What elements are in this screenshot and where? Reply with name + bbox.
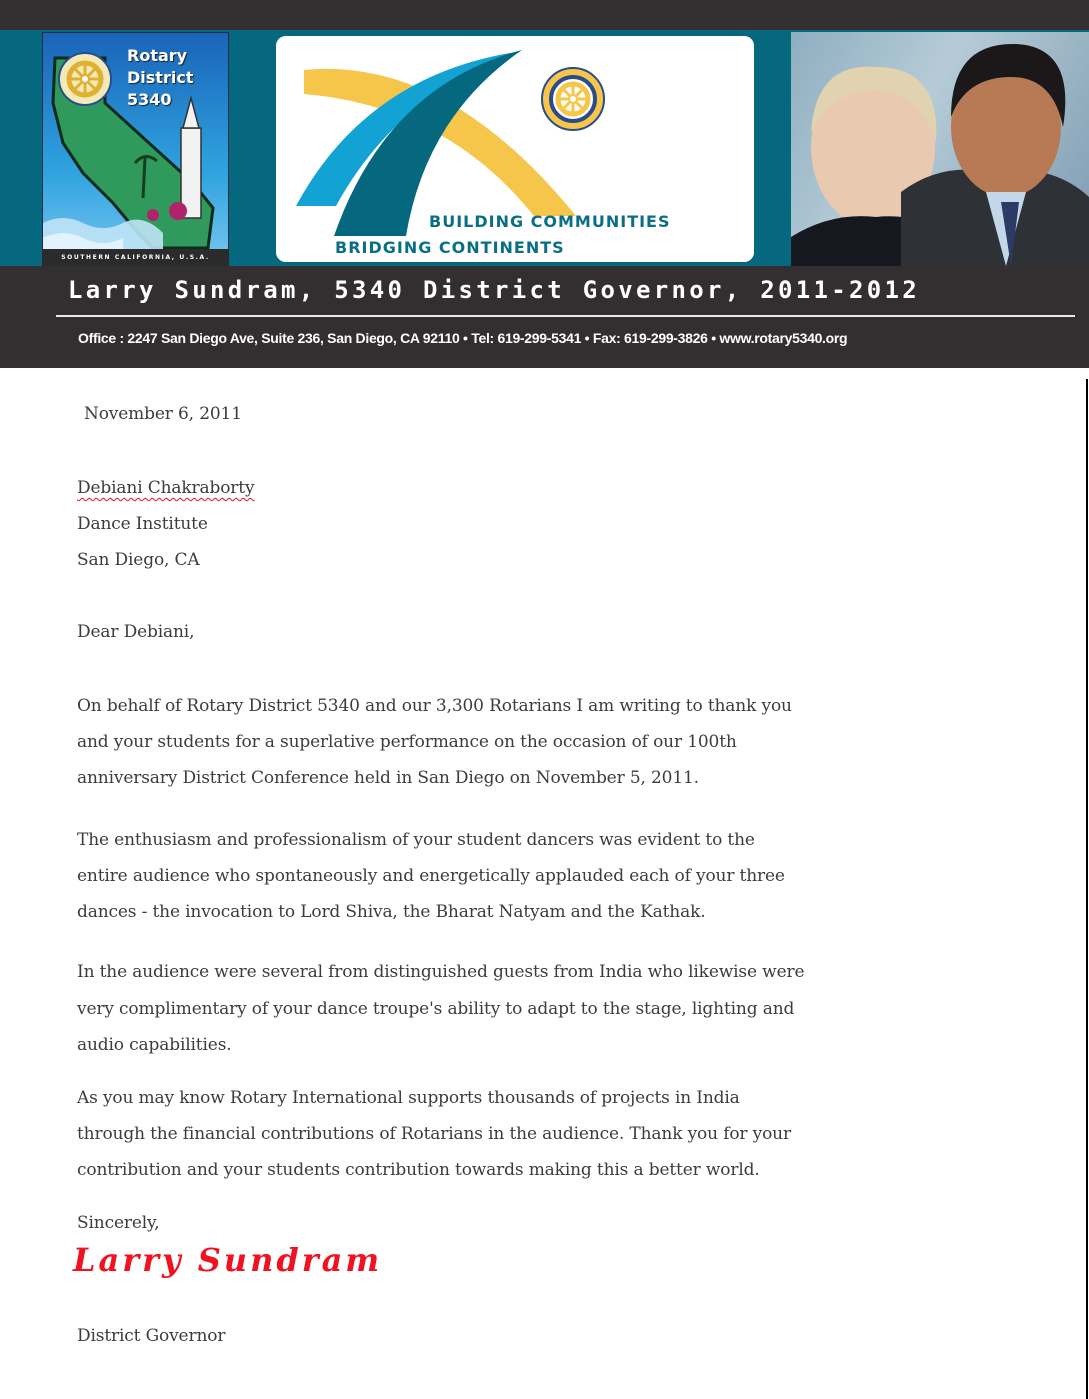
paragraph-line: audio capabilities. — [77, 1035, 232, 1055]
letterhead — [0, 0, 1089, 368]
theme-line-2: BRIDGING CONTINENTS — [335, 238, 565, 257]
paragraph-line: In the audience were several from distinguished guests from India who likewise were — [77, 962, 805, 982]
signature: Larry Sundram — [73, 1241, 383, 1279]
paragraph-line: contribution and your students contribution towards making this a better world. — [77, 1160, 760, 1180]
governor-title: Larry Sundram, 5340 District Governor, 2011-2012 — [68, 276, 920, 304]
paragraph-line: very complimentary of your dance troupe's ability to adapt to the stage, lighting and — [77, 999, 795, 1019]
recipient-name: Debiani Chakraborty — [77, 478, 255, 498]
signer-title: District Governor — [77, 1326, 226, 1346]
logo-title-line1: Rotary — [127, 46, 188, 65]
paragraph-line: On behalf of Rotary District 5340 and our 3,300 Rotarians I am writing to thank you — [77, 696, 792, 716]
salutation: Dear Debiani, — [77, 622, 195, 642]
paragraph-line: anniversary District Conference held in San Diego on November 5, 2011. — [77, 768, 699, 788]
rotary-wheel-icon — [57, 51, 113, 107]
governor-photo — [791, 32, 1089, 266]
portrait-image-icon — [791, 32, 1089, 266]
letter-date: November 6, 2011 — [84, 404, 242, 424]
logo-title-line2: District — [127, 68, 194, 87]
paragraph-line: entire audience who spontaneously and energetically applauded each of your three — [77, 866, 785, 886]
logo-title — [127, 45, 193, 111]
paragraph-line: dances - the invocation to Lord Shiva, the Bharat Natyam and the Kathak. — [77, 902, 706, 922]
rotary-wheel-icon — [538, 64, 608, 134]
closing: Sincerely, — [77, 1213, 160, 1233]
logo-footer: SOUTHERN CALIFORNIA, U.S.A. — [42, 249, 229, 266]
page-edge-line — [1086, 379, 1088, 1399]
logo-title-line3: 5340 — [127, 90, 172, 109]
paragraph-line: through the financial contributions of Rotarians in the audience. Thank you for your — [77, 1124, 791, 1144]
paragraph-line: As you may know Rotary International supports thousands of projects in India — [77, 1088, 740, 1108]
paragraph-line: The enthusiasm and professionalism of your student dancers was evident to the — [77, 830, 755, 850]
theme-line-1: BUILDING COMMUNITIES — [429, 212, 671, 231]
recipient-city: San Diego, CA — [77, 550, 200, 570]
paragraph-line: and your students for a superlative performance on the occasion of our 100th — [77, 732, 737, 752]
office-contact-line: Office : 2247 San Diego Ave, Suite 236, San Diego, CA 92110 • Tel: 619-299-5341 • Fax: 619-299-3826 • www.rotary5340.org — [78, 330, 848, 346]
district-logo — [42, 32, 229, 266]
recipient-org: Dance Institute — [77, 514, 208, 534]
title-divider — [56, 315, 1075, 317]
